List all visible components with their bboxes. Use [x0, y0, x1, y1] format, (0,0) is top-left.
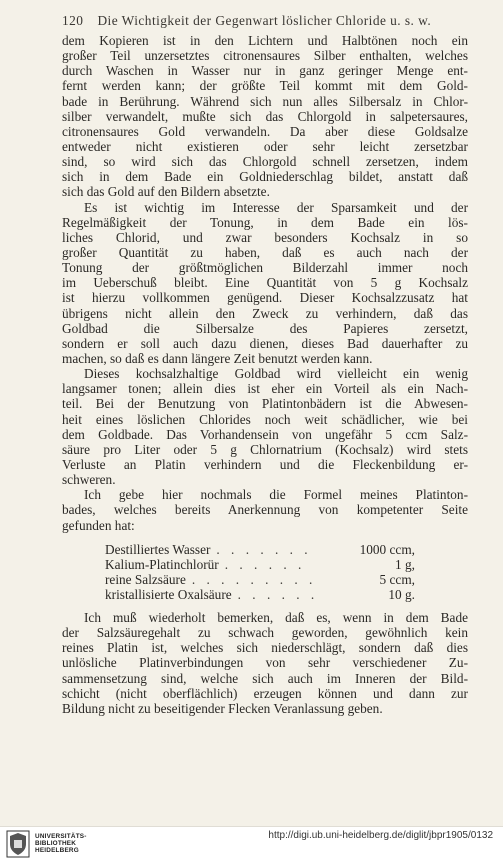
- text-line: schweren.: [62, 472, 116, 488]
- text-line: machen, so daß es dann längere Zeit benutzt werden kann.: [62, 350, 373, 366]
- formula-row: [105, 572, 415, 587]
- body-text-part-2: [62, 610, 468, 716]
- library-name: [35, 833, 87, 855]
- text-line: Goldbad die Silbersalze des Papieres zersetzt,: [62, 320, 468, 336]
- text-line: ist hierzu vollkommen genügend. Dieser Kochsalzzusatz hat: [62, 290, 468, 306]
- text-line: säure pro Liter oder 5 g Chlornatrium (Kochsalz) wird stets: [62, 441, 468, 457]
- text-line: fernt werden kann; der größte Teil kommt mit dem Gold-: [62, 78, 468, 94]
- text-line: teil. Bei der Benutzung von Platintonbädern ist die Abwesen-: [62, 396, 468, 412]
- text-line: heit eines löslichen Chlorides noch weit schädlicher, wie bei: [62, 411, 468, 427]
- text-line: liches Chlorid, und zwar besonders Kochsalz in so: [62, 229, 468, 245]
- leader-dots: . . . . . . . . .: [191, 572, 317, 587]
- footer-bar: [0, 826, 503, 861]
- ingredient-amount: 5 ccm,: [379, 572, 415, 587]
- ingredient-amount: 10 g.: [388, 587, 415, 602]
- ingredient-name: reine Salzsäure: [105, 572, 186, 587]
- text-line: im Ueberschuß bleibt. Eine Quantität von 5 g Kochsalz: [62, 275, 468, 291]
- text-line: Dieses kochsalzhaltige Goldbad wird vielleicht ein wenig: [84, 366, 468, 382]
- ingredient-name: Destilliertes Wasser: [105, 542, 211, 557]
- text-line: Verluste an Platin verhindern und die Fleckenbildung er-: [62, 456, 468, 472]
- text-line: bade in Berührung. Während sich nun alles Silbersalz in Chlor-: [62, 93, 468, 109]
- text-line: sich das Gold auf den Bildern absetzte.: [62, 184, 270, 200]
- university-seal-icon: [6, 830, 30, 858]
- page-number: 120: [62, 13, 84, 28]
- text-line: durch Waschen in Wasser nur in ganz geringer Menge ent-: [62, 63, 468, 79]
- formula-row: [105, 542, 415, 557]
- text-line: Bildung nicht zu beseitigender Flecken Veranlassung geben.: [62, 700, 383, 716]
- ingredient-name: Kalium-Platinchlorür: [105, 557, 219, 572]
- text-line: sondern er soll auch dazu dienen, dieses Bad dauerhafter zu: [62, 335, 468, 351]
- text-line: Ich muß wiederholt bemerken, daß es, wenn in dem Bade: [84, 610, 468, 625]
- library-line-1: UNIVERSITÄTS-: [35, 833, 87, 840]
- formula-row: [105, 587, 415, 602]
- text-line: gefunden hat:: [62, 517, 135, 533]
- leader-dots: . . . . . . .: [216, 542, 312, 557]
- text-line: Regelmäßigkeit der Tonung, in dem Bade ein lös-: [62, 214, 468, 230]
- ingredient-amount: 1 g,: [395, 557, 415, 572]
- text-line: der Salzsäuregehalt zu schwach geworden, gewöhnlich kein: [62, 625, 468, 641]
- text-line: entweder nicht existieren oder sehr leicht zersetzbar: [62, 138, 468, 154]
- text-line: übrigens nicht allein den Zweck zu verhindern, daß das: [62, 305, 468, 321]
- formula-table: [105, 542, 415, 602]
- text-line: dem Goldbade. Das Vorhandensein von ungefähr 5 ccm Salz-: [62, 426, 468, 442]
- text-line: reines Platin ist, welches sich niederschlägt, sondern daß dies: [62, 640, 468, 656]
- text-line: bades, welches bereits Anerkennung von kompetenter Seite: [62, 502, 468, 518]
- text-line: langsamer tonen; allein dies ist eher ein Vorteil als ein Nach-: [62, 381, 468, 397]
- ingredient-amount: 1000 ccm,: [359, 542, 415, 557]
- formula-row: [105, 557, 415, 572]
- text-line: sammensetzung sind, welche sich auch im Inneren der Bild-: [62, 670, 468, 686]
- text-line: großer Quantität zu haben, daß es auch nach der: [62, 244, 468, 260]
- ingredient-name: kristallisierte Oxalsäure: [105, 587, 232, 602]
- text-line: unlösliche Platinverbindungen von sehr verschiedener Zu-: [62, 655, 468, 671]
- running-title: Die Wichtigkeit der Gegenwart löslicher Chloride u. s. w.: [97, 13, 432, 28]
- text-line: großer Teil unzersetztes citronensaures Silber enthalten, welches: [62, 48, 468, 64]
- leader-dots: . . . . . .: [237, 587, 319, 602]
- text-line: citronensaures Gold verwandeln. Da aber diese Goldsalze: [62, 123, 468, 139]
- text-line: sich in dem Bade ein Goldniederschlag bildet, anstatt daß: [62, 169, 468, 185]
- library-line-3: HEIDELBERG: [35, 847, 79, 855]
- text-line: Es ist wichtig im Interesse der Sparsamkeit und der: [84, 199, 468, 215]
- text-line: silber verwandelt, mußte sich das Chlorgold in salpetersaures,: [62, 108, 468, 124]
- text-line: schicht (nicht oberflächlich) erzeugen können und dann zur: [62, 685, 468, 701]
- text-line: Ich gebe hier nochmals die Formel meines Platinton-: [84, 487, 468, 503]
- running-header: [62, 13, 466, 29]
- source-url-link[interactable]: http://digi.ub.uni-heidelberg.de/diglit/jbpr1905/0132: [268, 830, 493, 841]
- library-line-2: BIBLIOTHEK: [35, 840, 77, 848]
- text-line: sind, so wird sich das Chlorgold schnell zersetzen, indem: [62, 154, 468, 170]
- text-line: dem Kopieren ist in den Lichtern und Halbtönen noch ein: [62, 33, 468, 48]
- text-line: Tonung der größtmöglichen Bilderzahl immer noch: [62, 260, 468, 276]
- leader-dots: . . . . . .: [224, 557, 306, 572]
- body-text-part-1: [62, 33, 468, 533]
